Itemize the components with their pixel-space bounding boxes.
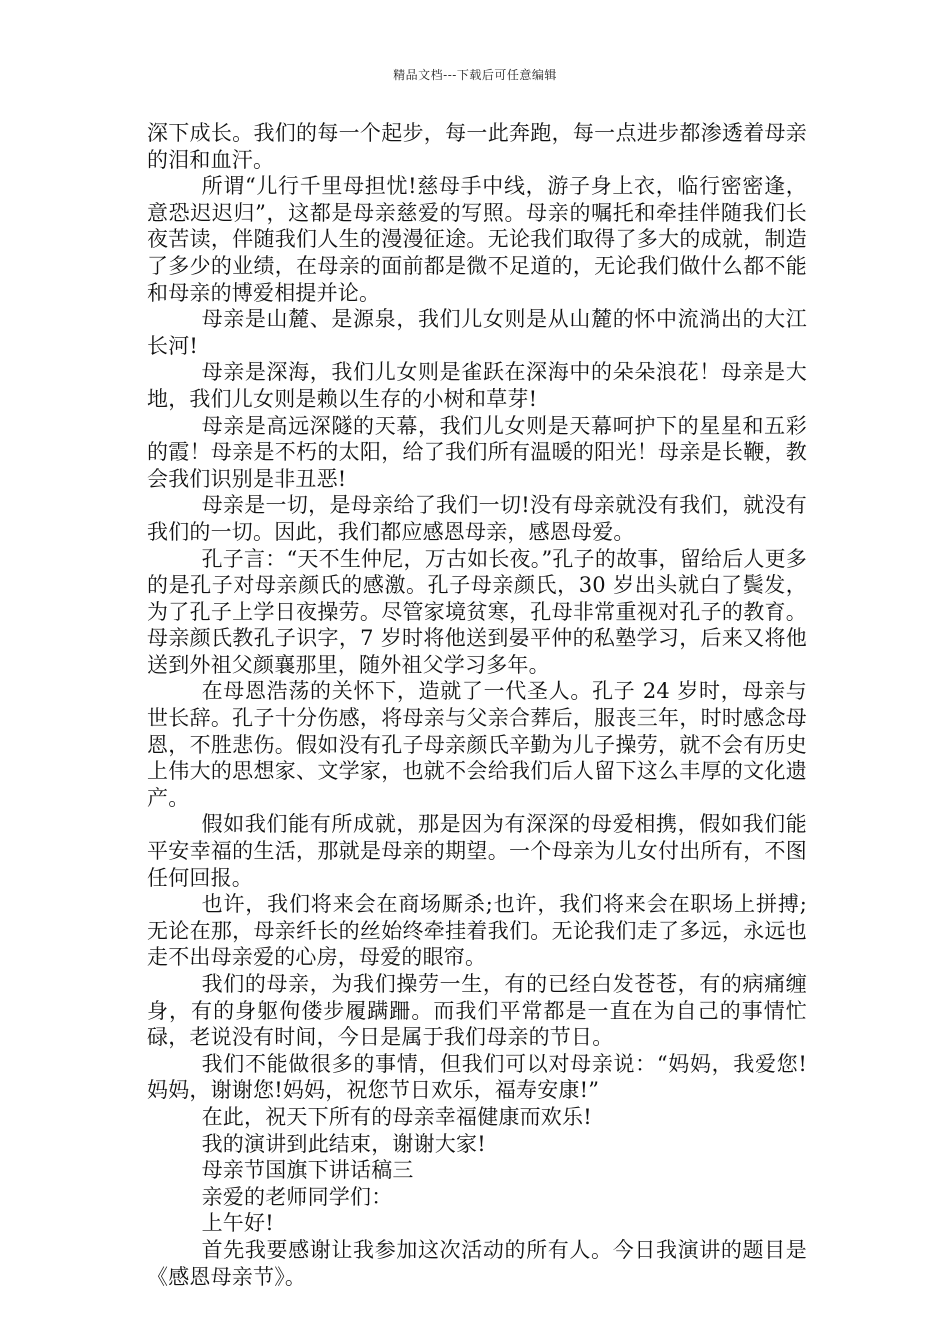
- paragraph: 我的演讲到此结束，谢谢大家!: [201, 1131, 486, 1156]
- paragraph: 母亲是深海，我们儿女则是雀跃在深海中的朵朵浪花！母亲是大地，我们儿女则是赖以生存的小树和草芽!: [147, 360, 807, 411]
- section-title: 母亲节国旗下讲话稿三: [201, 1158, 414, 1183]
- paragraph: 首先我要感谢让我参加这次活动的所有人。今日我演讲的题目是《感恩母亲节》。: [147, 1237, 807, 1289]
- paragraph: 假如我们能有所成就，那是因为有深深的母爱相携，假如我们能平安幸福的生活，那就是母亲的期望。一个母亲为儿女付出所有，不图任何回报。: [147, 812, 807, 890]
- paragraph: 所谓“儿行千里母担忧!慈母手中线，游子身上衣，临行密密逢，意恐迟迟归”，这都是母亲慈爱的写照。母亲的嘱托和牵挂伴随我们长夜苦读，伴随我们人生的漫漫征途。无论我们取得了多大的成就，制造了多少的业绩，在母亲的面前都是微不足道的，无论我们做什么都不能和母亲的博爱相提并论。: [147, 174, 807, 305]
- paragraph: 我们的母亲，为我们操劳一生，有的已经白发苍苍，有的病痛缠身，有的身躯佝偻步履蹒跚。而我们平常都是一直在为自己的事情忙碌，老说没有时间，今日是属于我们母亲的节日。: [147, 972, 807, 1050]
- salutation: 亲爱的老师同学们：: [201, 1184, 393, 1209]
- paragraph: 我们不能做很多的事情，但我们可以对母亲说：“妈妈，我爱您!妈妈，谢谢您!妈妈，祝您节日欢乐，福寿安康!”: [147, 1051, 807, 1103]
- paragraph: 在此，祝天下所有的母亲幸福健康而欢乐!: [201, 1104, 592, 1129]
- document-body: [147, 120, 807, 1290]
- paragraph: 在母恩浩荡的关怀下，造就了一代圣人。孔子 24 岁时，母亲与世长辞。孔子十分伤感，将母亲与父亲合葬后，服丧三年，时时感念母恩，不胜悲伤。假如没有孔子母亲颜氏辛勤为儿子操劳，就不会有历史上伟大的思想家、文学家，也就不会给我们后人留下这么丰厚的文化遗产。: [147, 679, 807, 810]
- paragraph: 深下成长。我们的每一个起步，每一此奔跑，每一点进步都渗透着母亲的泪和血汗。: [147, 121, 807, 172]
- paragraph: 也许，我们将来会在商场厮杀;也许，我们将来会在职场上拼搏;无论在那，母亲纤长的丝始终牵挂着我们。无论我们走了多远，永远也走不出母亲爱的心房，母爱的眼帘。: [147, 892, 807, 970]
- greeting: 上午好!: [201, 1211, 274, 1236]
- page-header: 精品文档---下载后可任意编辑: [393, 68, 557, 82]
- paragraph: 母亲是一切，是母亲给了我们一切!没有母亲就没有我们，就没有我们的一切。因此，我们都应感恩母亲，感恩母爱。: [147, 493, 807, 544]
- paragraph: 母亲是高远深隧的天幕，我们儿女则是天幕呵护下的星星和五彩的霞！母亲是不朽的太阳，给了我们所有温暖的阳光！母亲是长鞭，教会我们识别是非丑恶!: [147, 413, 807, 491]
- paragraph: 孔子言：“天不生仲尼，万古如长夜。”孔子的故事，留给后人更多的是孔子对母亲颜氏的感激。孔子母亲颜氏，30 岁出头就白了鬓发，为了孔子上学日夜操劳。尽管家境贫寒，孔母非常重视对孔子的教育。母亲颜氏教孔子识字，7 岁时将他送到晏平仲的私塾学习，后来又将他送到外祖父颜襄那里，随外祖父学习多年。: [147, 546, 807, 677]
- paragraph: 母亲是山麓、是源泉，我们儿女则是从山麓的怀中流淌出的大江长河!: [147, 307, 807, 358]
